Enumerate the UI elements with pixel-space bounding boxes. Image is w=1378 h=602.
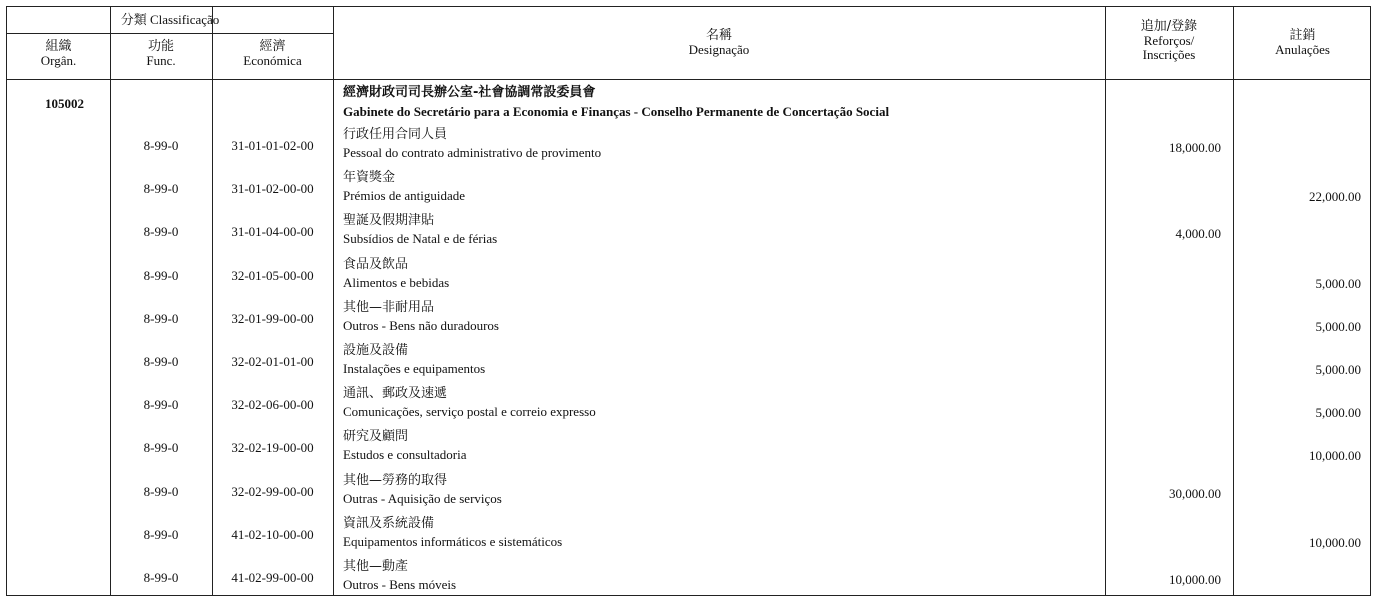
classification-header: 分類 Classificação <box>120 12 220 27</box>
row-anulacoes: 10,000.00 <box>1309 448 1361 464</box>
organ-header: 組織 Orgân. <box>40 39 77 68</box>
row-econ-code: 31-01-02-00-00 <box>231 181 314 197</box>
row-econ-code: 32-02-19-00-00 <box>231 440 314 456</box>
row-func-code: 8-99-0 <box>143 440 179 456</box>
section-title-zh: 經濟財政司司長辦公室-社會協調常設委員會 <box>343 85 596 100</box>
row-econ-code: 31-01-01-02-00 <box>231 138 314 153</box>
row-anulacoes: 5,000.00 <box>1315 275 1361 291</box>
organ-code: 105002 <box>45 96 84 111</box>
row-econ-code: 32-01-05-00-00 <box>231 267 314 283</box>
designation-header: 名稱 Designação <box>688 28 750 57</box>
row-desc-zh: 其他—動產 <box>343 559 409 574</box>
row-func-code: 8-99-0 <box>143 181 179 197</box>
anulacoes-header: 註銷 Anulações <box>1275 28 1330 57</box>
row-desc-zh: 行政任用合同人員 <box>343 127 448 142</box>
row-desc-pt: Outros - Bens não duradouros <box>343 317 499 333</box>
row-func-code: 8-99-0 <box>143 267 179 283</box>
row-desc-pt: Outras - Aquisição de serviços <box>343 490 502 506</box>
row-desc-pt: Pessoal do contrato administrativo de provimento <box>343 145 602 160</box>
row-func-code: 8-99-0 <box>143 138 179 153</box>
row-desc-pt: Outros - Bens móveis <box>343 577 457 592</box>
row-desc-pt: Estudos e consultadoria <box>343 447 467 463</box>
col-divider <box>1105 7 1106 595</box>
row-desc-zh: 年資獎金 <box>343 170 396 186</box>
reforcos-header: 追加/登錄 Reforços/ Inscrições <box>1140 19 1198 62</box>
row-desc-pt: Alimentos e bebidas <box>343 274 450 290</box>
section-title-pt: Gabinete do Secretário para a Economia e Finanças - Conselho Permanente de Concertação Social <box>343 104 890 119</box>
row-desc-pt: Comunicações, serviço postal e correio expresso <box>343 404 596 420</box>
row-desc-pt: Subsídios de Natal e de férias <box>343 231 498 247</box>
row-desc-zh: 研究及顧問 <box>343 429 409 445</box>
header-divider <box>7 33 333 34</box>
row-func-code: 8-99-0 <box>143 224 179 240</box>
row-anulacoes: 5,000.00 <box>1315 318 1361 334</box>
budget-table <box>6 6 1371 596</box>
row-func-code: 8-99-0 <box>143 570 179 585</box>
row-reforcos: 30,000.00 <box>1169 485 1221 501</box>
row-econ-code: 41-02-99-00-00 <box>231 570 314 585</box>
row-reforcos: 4,000.00 <box>1175 226 1221 242</box>
row-func-code: 8-99-0 <box>143 397 179 413</box>
row-func-code: 8-99-0 <box>143 483 179 499</box>
row-econ-code: 32-02-99-00-00 <box>231 483 314 499</box>
row-func-code: 8-99-0 <box>143 354 179 369</box>
row-anulacoes: 5,000.00 <box>1315 405 1361 421</box>
row-desc-zh: 設施及設備 <box>343 343 409 358</box>
row-desc-pt: Instalações e equipamentos <box>343 361 486 376</box>
row-desc-zh: 資訊及系統設備 <box>343 515 435 531</box>
econ-header: 經濟 Económica <box>243 39 302 68</box>
row-econ-code: 41-02-10-00-00 <box>231 526 314 542</box>
row-econ-code: 31-01-04-00-00 <box>231 224 314 240</box>
row-func-code: 8-99-0 <box>143 526 179 542</box>
row-desc-pt: Equipamentos informáticos e sistemáticos <box>343 533 563 549</box>
row-desc-pt: Prémios de antiguidade <box>343 188 466 204</box>
row-econ-code: 32-01-99-00-00 <box>231 310 314 326</box>
row-anulacoes: 5,000.00 <box>1315 362 1361 377</box>
row-desc-zh: 食品及飲品 <box>343 256 409 272</box>
row-desc-zh: 其他—非耐用品 <box>343 299 435 315</box>
row-func-code: 8-99-0 <box>143 310 179 326</box>
row-anulacoes: 10,000.00 <box>1309 534 1361 550</box>
row-reforcos: 10,000.00 <box>1169 572 1221 587</box>
col-divider <box>212 7 213 595</box>
col-divider <box>1233 7 1234 595</box>
row-reforcos: 18,000.00 <box>1169 140 1221 155</box>
row-desc-zh: 其他—勞務的取得 <box>343 472 448 488</box>
row-desc-zh: 通訊、郵政及速遞 <box>343 386 448 402</box>
col-divider <box>110 7 111 595</box>
row-econ-code: 32-02-01-01-00 <box>231 354 314 369</box>
header-divider <box>7 79 1370 80</box>
row-anulacoes: 22,000.00 <box>1309 189 1361 205</box>
row-econ-code: 32-02-06-00-00 <box>231 397 314 413</box>
func-header: 功能 Func. <box>146 39 176 68</box>
col-divider <box>333 7 334 595</box>
row-desc-zh: 聖誕及假期津貼 <box>343 213 435 229</box>
